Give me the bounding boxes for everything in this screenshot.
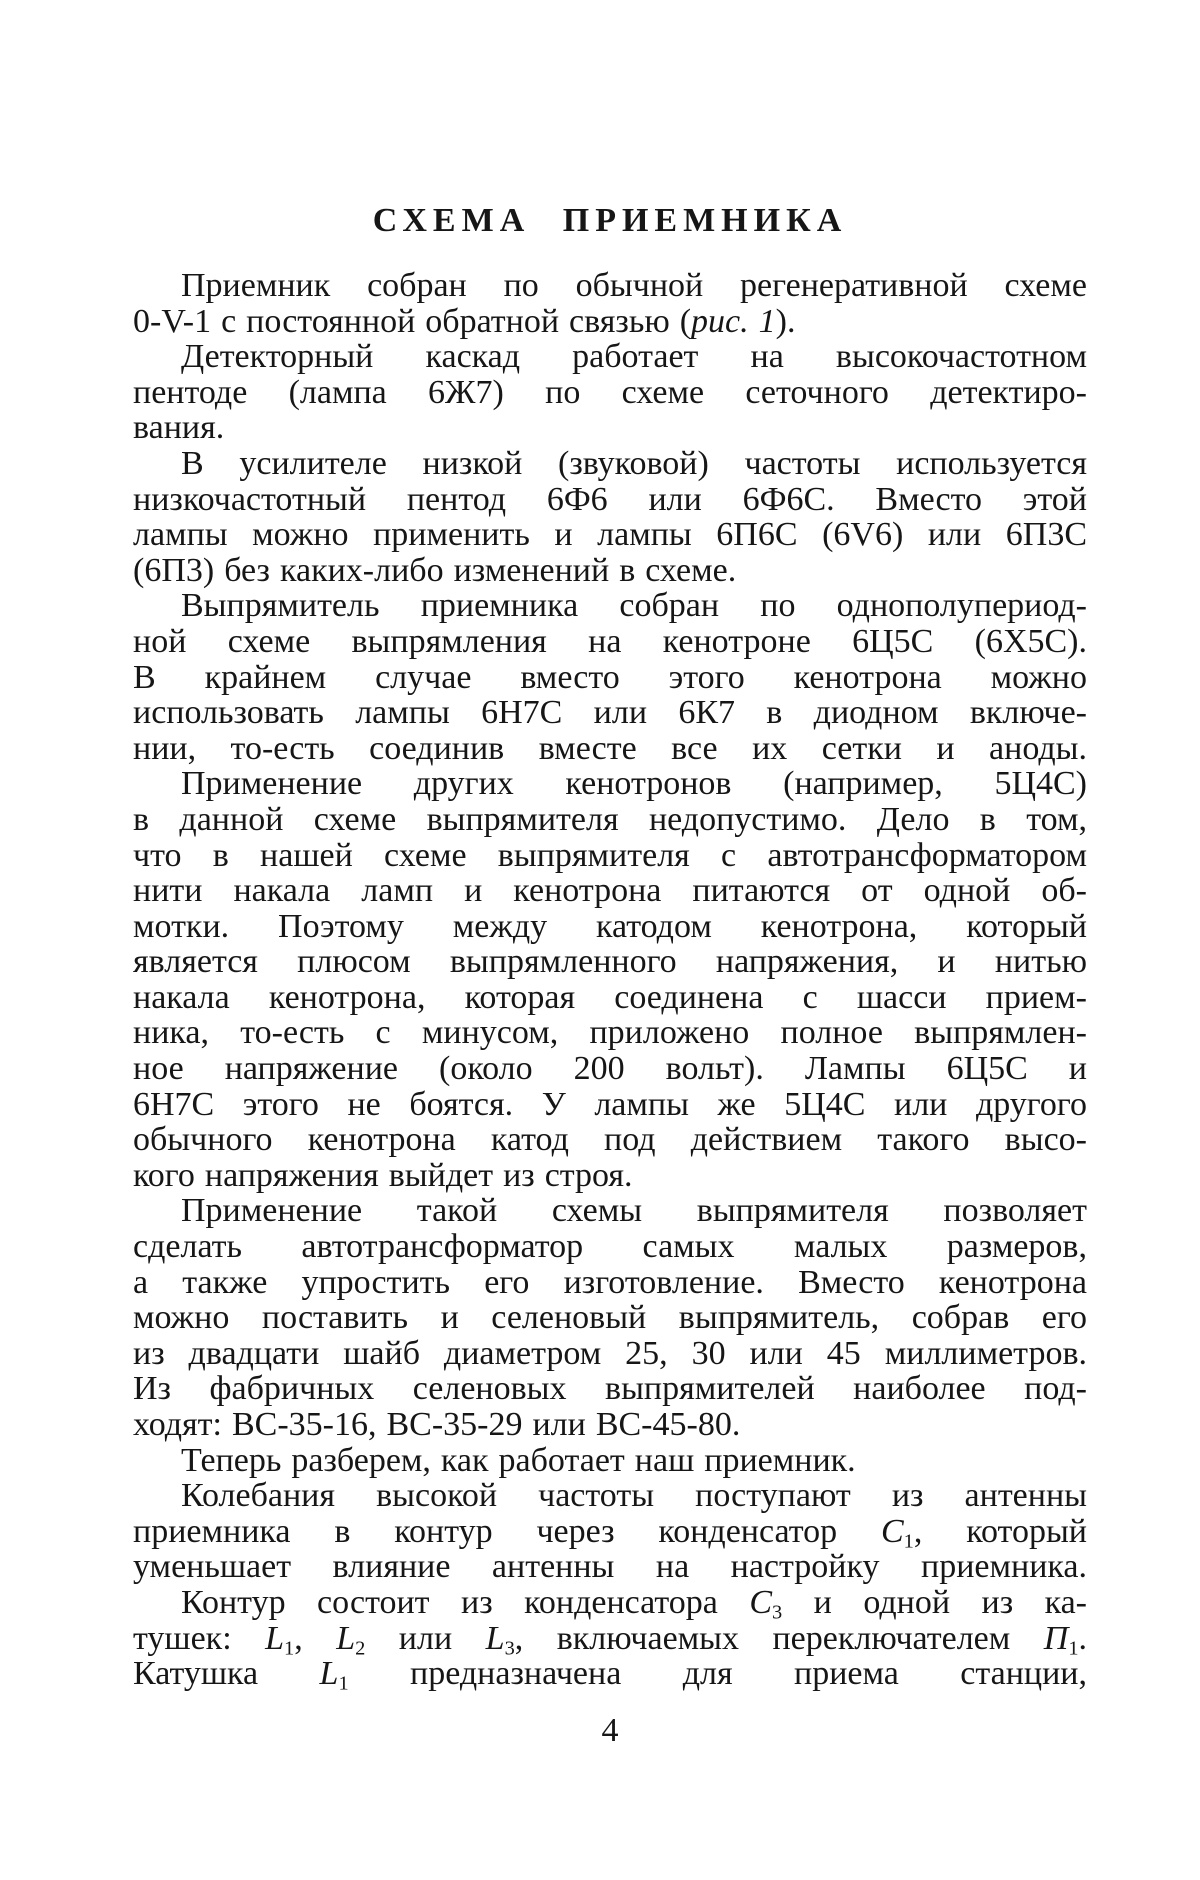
body-line: Колебания высокой частоты поступают из антенны bbox=[181, 1477, 1087, 1515]
page-title: СХЕМА ПРИЕМНИКА bbox=[372, 202, 848, 239]
symbol-italic: L bbox=[485, 1619, 505, 1657]
body-line: (6П3) без каких-либо изменений в схеме. bbox=[133, 551, 737, 589]
body-line: В крайнем случае вместо этого кенотрона можно bbox=[133, 658, 1087, 696]
body-line: ной схеме выпрямления на кенотроне 6Ц5С (6Х5С). bbox=[133, 622, 1087, 660]
body-line: низкочастотный пентод 6Ф6 или 6Ф6С. Вместо этой bbox=[133, 480, 1087, 518]
body-text bbox=[133, 267, 1088, 1695]
subscript: 1 bbox=[338, 1672, 349, 1695]
body-line: накала кенотрона, которая соединена с шасси прием- bbox=[133, 978, 1087, 1016]
body-line: кого напряжения выйдет из строя. bbox=[133, 1156, 633, 1194]
body-line: пентоде (лампа 6Ж7) по схеме сеточного детектиро- bbox=[133, 373, 1087, 411]
body-line: Детекторный каскад работает на высокочастотном bbox=[181, 338, 1087, 376]
body-line: ходят: ВС-35-16, ВС-35-29 или ВС-45-80. bbox=[133, 1406, 741, 1443]
symbol-italic: L bbox=[265, 1619, 285, 1657]
body-line: сделать автотрансформатор самых малых размеров, bbox=[133, 1228, 1087, 1266]
body-line: тушек: $L_1$, $L_2$ или $L_3$, включаемых переключателем $П_1$. bbox=[133, 1619, 1088, 1660]
body-line: Применение такой схемы выпрямителя позволяет bbox=[181, 1192, 1087, 1230]
body-line: ника, то-есть с минусом, приложено полное выпрямлен- bbox=[133, 1014, 1087, 1052]
body-line: приемника в контур через конденсатор $C_1$, который bbox=[133, 1512, 1087, 1553]
body-line: Приемник собран по обычной регенеративной схеме bbox=[181, 267, 1087, 304]
body-line: Теперь разберем, как работает наш приемник. bbox=[181, 1441, 856, 1479]
body-line: 0-V-1 с постоянной обратной связью (рис. 1). bbox=[133, 302, 796, 340]
body-line: можно поставить и селеновый выпрямитель, собрав его bbox=[133, 1299, 1087, 1337]
symbol-italic: L bbox=[336, 1619, 356, 1657]
body-line: Катушка $L_1$ предназначена для приема станции, bbox=[133, 1655, 1087, 1695]
body-line: 6Н7С этого не боятся. У лампы же 5Ц4С или другого bbox=[133, 1085, 1087, 1123]
body-line: а также упростить его изготовление. Вместо кенотрона bbox=[133, 1263, 1087, 1301]
body-line: из двадцати шайб диаметром 25, 30 или 45 миллиметров. bbox=[133, 1334, 1087, 1372]
body-line: В усилителе низкой (звуковой) частоты используется bbox=[181, 444, 1087, 482]
page-number: 4 bbox=[601, 1712, 619, 1749]
subscript: 3 bbox=[504, 1637, 515, 1660]
body-line: обычного кенотрона катод под действием такого высо- bbox=[133, 1121, 1087, 1159]
body-line: вания. bbox=[133, 409, 225, 447]
body-line: нии, то-есть соединив вместе все их сетки и аноды. bbox=[133, 729, 1087, 767]
body-line: лампы можно применить и лампы 6П6С (6V6) или 6П3С bbox=[133, 516, 1087, 554]
body-line: уменьшает влияние антенны на настройку приемника. bbox=[133, 1548, 1087, 1586]
subscript: 1 bbox=[284, 1637, 295, 1660]
body-line: Применение других кенотронов (например, 5Ц4С) bbox=[181, 765, 1087, 803]
symbol-italic: рис. 1 bbox=[691, 302, 776, 340]
body-line: Контур состоит из конденсатора $C_3$ и одной из ка- bbox=[181, 1583, 1087, 1624]
subscript: 1 bbox=[903, 1530, 914, 1553]
body-line: в данной схеме выпрямителя недопустимо. Дело в том, bbox=[133, 800, 1087, 838]
subscript: 1 bbox=[1068, 1637, 1079, 1660]
symbol-italic: П bbox=[1043, 1619, 1069, 1657]
body-line: мотки. Поэтому между катодом кенотрона, который bbox=[133, 907, 1087, 945]
symbol-italic: L bbox=[319, 1655, 339, 1693]
subscript: 2 bbox=[355, 1637, 366, 1660]
body-line: ное напряжение (около 200 вольт). Лампы 6Ц5С и bbox=[133, 1050, 1087, 1088]
body-line: Выпрямитель приемника собран по однополупериод- bbox=[181, 587, 1087, 625]
symbol-italic: C bbox=[880, 1512, 904, 1550]
body-line: Из фабричных селеновых выпрямителей наиболее под- bbox=[133, 1370, 1087, 1408]
body-line: является плюсом выпрямленного напряжения, и нитью bbox=[133, 943, 1087, 981]
body-line: использовать лампы 6Н7С или 6К7 в диодном включе- bbox=[133, 694, 1087, 732]
body-line: нити накала ламп и кенотрона питаются от одной об- bbox=[133, 872, 1087, 910]
symbol-italic: C bbox=[749, 1583, 773, 1621]
subscript: 3 bbox=[772, 1601, 783, 1624]
body-line: что в нашей схеме выпрямителя с автотрансформатором bbox=[133, 836, 1087, 874]
